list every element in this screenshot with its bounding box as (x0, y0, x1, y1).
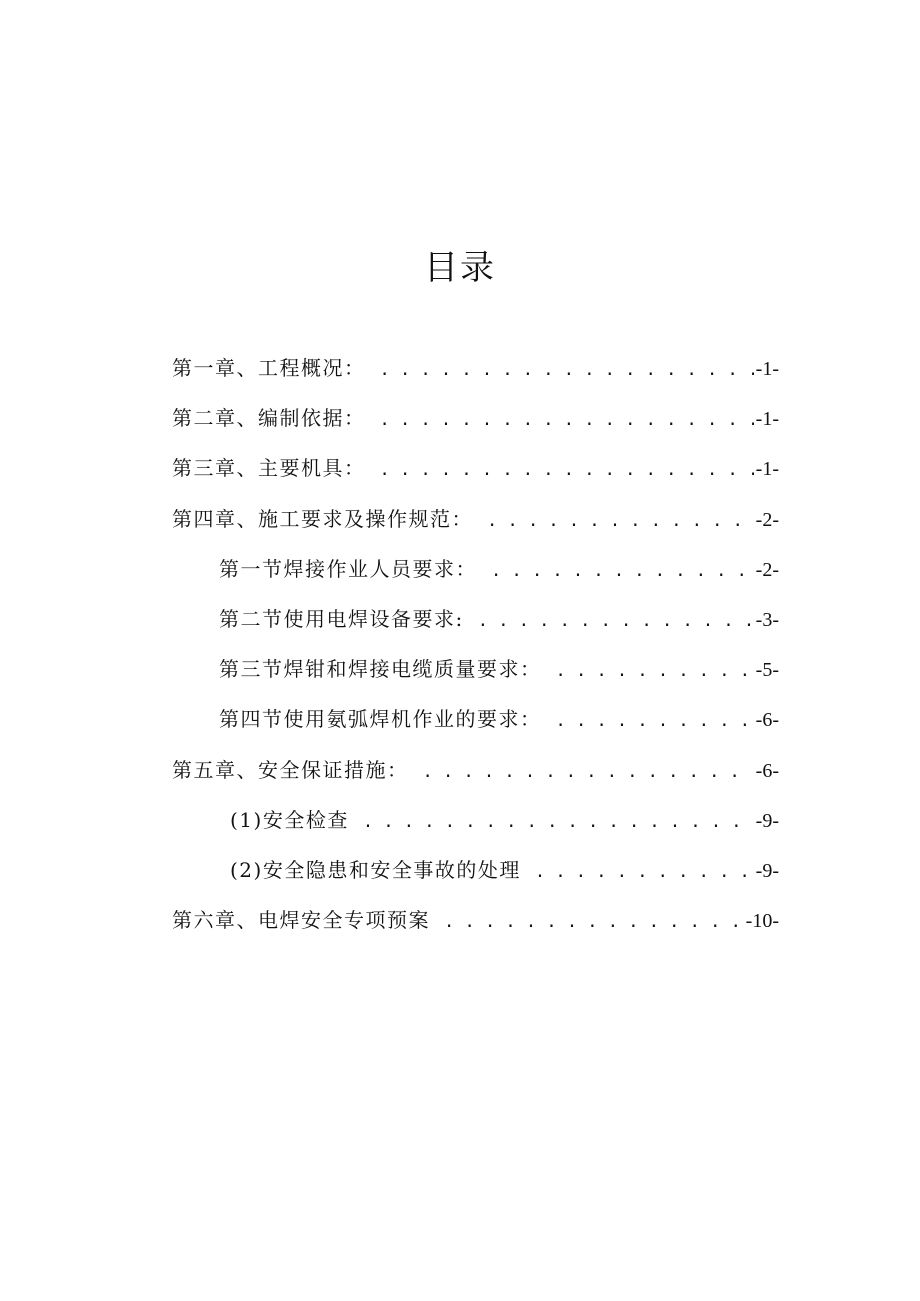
toc-entry-chapter-1[interactable] (172, 352, 779, 402)
toc-entry-label: (1)安全检查 (230, 807, 349, 832)
toc-dot-leader (380, 360, 754, 380)
toc-entry-label: 第二节使用电焊设备要求: (219, 606, 464, 631)
toc-entry-label: 第五章、安全保证措施： (172, 757, 409, 782)
toc-entry-page: -10- (745, 910, 779, 933)
toc-entry-chapter-2[interactable] (172, 402, 779, 452)
toc-dot-leader (487, 511, 754, 531)
toc-title: 目录 (424, 248, 496, 288)
toc-entry-page: -6- (755, 709, 779, 732)
toc-dot-leader (380, 460, 754, 480)
toc-entry-label: 第六章、电焊安全专项预案 (172, 908, 430, 933)
toc-entry-page: -1- (755, 408, 779, 431)
toc-entry-label: 第四章、施工要求及操作规范： (172, 506, 473, 531)
toc-entry-page: -5- (755, 659, 779, 682)
toc-dot-leader (380, 410, 754, 430)
toc-entry-label: (2)安全隐患和安全事故的处理 (230, 857, 521, 882)
toc-entry-label: 第四节使用氨弧焊机作业的要求： (219, 707, 542, 732)
toc-entry-page: -2- (755, 508, 779, 531)
toc-entry-section-4[interactable] (172, 703, 779, 753)
toc-entry-item-2[interactable] (172, 854, 779, 904)
toc-entry-section-3[interactable] (172, 653, 779, 703)
toc-entry-label: 第三节焊钳和焊接电缆质量要求： (219, 657, 542, 682)
toc-entry-chapter-6[interactable] (172, 904, 779, 954)
toc-entry-label: 第三章、主要机具： (172, 456, 366, 481)
toc-entry-label: 第二章、编制依据： (172, 406, 366, 431)
toc-entry-label: 第一章、工程概况： (172, 356, 366, 380)
toc-dot-leader (444, 912, 744, 932)
toc-dot-leader (478, 611, 754, 631)
toc-entry-page: -6- (755, 759, 779, 782)
toc-entry-chapter-5[interactable] (172, 754, 779, 804)
toc-entry-page: -3- (755, 608, 779, 631)
toc-entry-chapter-4[interactable] (172, 503, 779, 553)
toc-dot-leader (491, 561, 754, 581)
table-of-contents (172, 352, 779, 954)
toc-entry-item-1[interactable] (172, 804, 779, 854)
toc-entry-chapter-3[interactable] (172, 452, 779, 502)
toc-entry-section-2[interactable] (172, 603, 779, 653)
toc-entry-page: -2- (755, 558, 779, 581)
toc-entry-page: -1- (755, 358, 779, 380)
toc-dot-leader (556, 661, 754, 681)
toc-entry-page: -9- (755, 809, 779, 832)
toc-dot-leader (556, 711, 754, 731)
toc-dot-leader (535, 862, 754, 882)
toc-dot-leader (423, 762, 754, 782)
toc-entry-label: 第一节焊接作业人员要求： (219, 556, 477, 581)
toc-entry-section-1[interactable] (172, 553, 779, 603)
toc-dot-leader (363, 812, 754, 832)
toc-entry-page: -9- (755, 859, 779, 882)
toc-entry-page: -1- (755, 458, 779, 481)
